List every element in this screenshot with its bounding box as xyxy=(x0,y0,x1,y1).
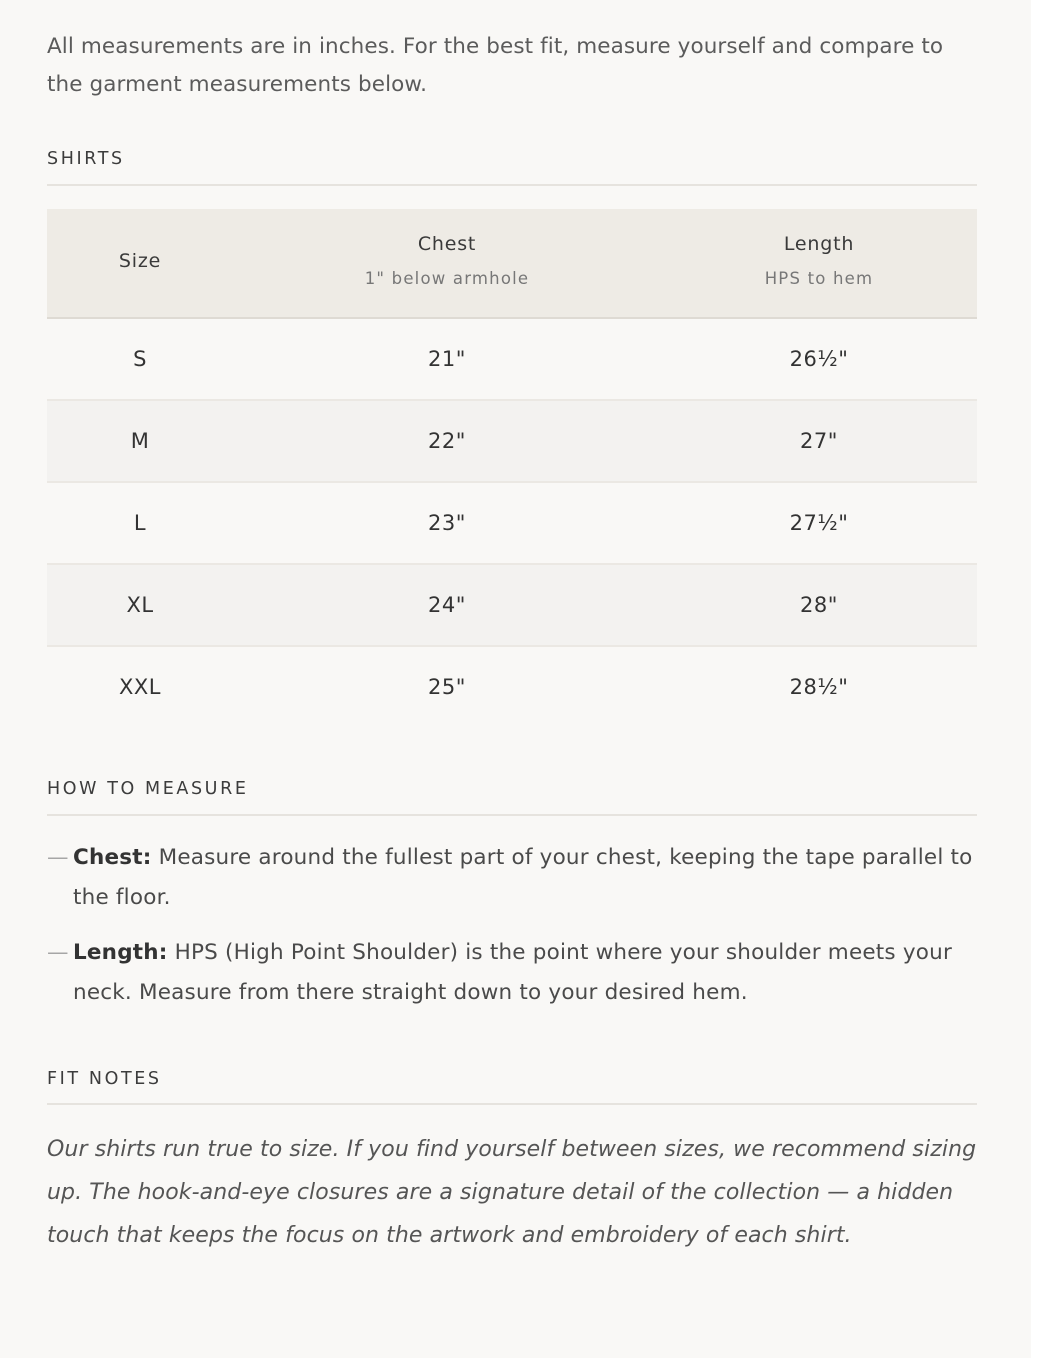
chest-cell: 25" xyxy=(428,675,466,699)
section-divider xyxy=(47,814,977,816)
table-header xyxy=(47,209,977,319)
shirts-size-table xyxy=(47,209,977,727)
header-size xyxy=(47,209,233,317)
table-row xyxy=(47,647,977,727)
intro-text: All measurements are in inches. For the best fit, measure yourself and compare to the garment measurements below. xyxy=(47,34,944,97)
list-item xyxy=(47,838,977,918)
header-chest-label: Chest xyxy=(417,233,477,255)
table-row xyxy=(47,565,977,647)
table-row xyxy=(47,483,977,565)
section-title-fit-notes: FIT NOTES xyxy=(47,1069,162,1089)
dash-marker: — xyxy=(47,940,69,965)
chest-cell: 24" xyxy=(428,593,466,617)
header-size-label: Size xyxy=(118,250,162,272)
section-title-how-to-measure: HOW TO MEASURE xyxy=(47,779,249,799)
size-cell: XL xyxy=(126,593,154,617)
section-title-shirts: SHIRTS xyxy=(47,149,125,169)
header-chest xyxy=(233,209,661,317)
measure-text-length: HPS (High Point Shoulder) is the point where your shoulder meets your neck. Measure from there straight down to your desired hem. xyxy=(73,940,953,1005)
header-length-label: Length xyxy=(783,233,855,255)
header-length-sublabel: HPS to hem xyxy=(764,269,874,288)
header-length xyxy=(661,209,977,317)
length-cell: 27½" xyxy=(789,511,849,535)
section-divider xyxy=(47,184,977,186)
measure-instructions xyxy=(47,838,977,1013)
length-cell: 28" xyxy=(800,593,838,617)
chest-cell: 22" xyxy=(428,429,466,453)
table-row xyxy=(47,401,977,483)
size-cell: M xyxy=(130,429,150,453)
chest-cell: 23" xyxy=(428,511,466,535)
length-cell: 28½" xyxy=(789,675,849,699)
measure-term-length: Length: xyxy=(73,940,168,965)
size-cell: XXL xyxy=(119,675,161,699)
measure-term-chest: Chest: xyxy=(73,845,152,870)
measure-text-chest: Measure around the fullest part of your chest, keeping the tape parallel to the floor. xyxy=(73,845,973,910)
dash-marker: — xyxy=(47,845,69,870)
length-cell: 26½" xyxy=(789,347,849,371)
chest-cell: 21" xyxy=(428,347,466,371)
size-cell: L xyxy=(133,511,147,535)
length-cell: 27" xyxy=(800,429,838,453)
section-divider xyxy=(47,1103,977,1105)
list-item xyxy=(47,933,977,1013)
table-row xyxy=(47,319,977,401)
fit-notes-text: Our shirts run true to size. If you find yourself between sizes, we recommend sizing up. The hook-and-eye closures are a signature detail of the collection — a hidden touch that keeps the focus on the artwork and embroidery of each shirt. xyxy=(47,1137,977,1248)
size-cell: S xyxy=(133,347,147,371)
header-chest-sublabel: 1" below armhole xyxy=(364,269,530,288)
